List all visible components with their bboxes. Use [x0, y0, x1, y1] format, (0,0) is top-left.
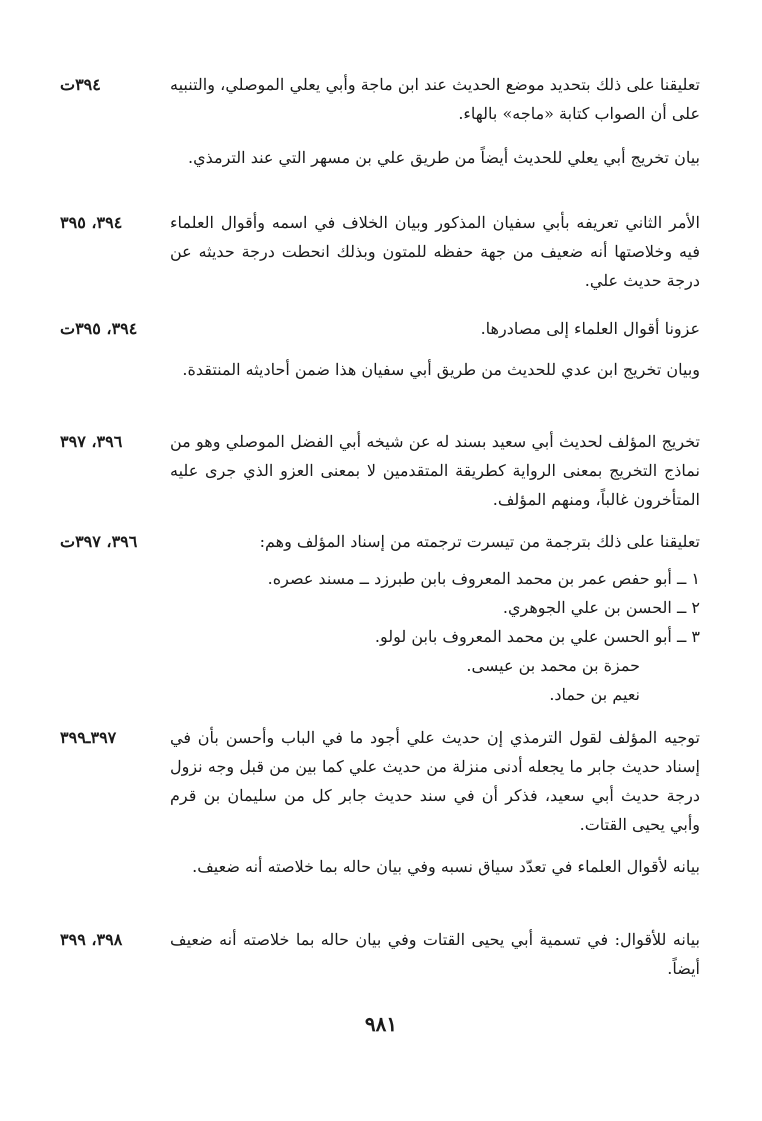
- entry-text: بيانه للأقوال: في تسمية أبي يحيى القتات وفي بيان حاله بما خلاصته أنه ضعيف أيضاً.: [170, 930, 700, 978]
- page-reference: ٣٩٨، ٣٩٩: [60, 930, 123, 949]
- page-number: ٩٨١: [364, 1012, 398, 1036]
- entry-text: بيان تخريج أبي يعلي للحديث أيضاً من طريق علي بن مسهر التي عند الترمذي.: [188, 148, 700, 167]
- entry-text: الأمر الثاني تعريفه بأبي سفيان المذكور وبيان الخلاف في اسمه وأقوال العلماء فيه وخلاصتها أنه ضعيف من جهة حفظه للمتون وبذلك انحطت درجة حديثه عن درجة حديث علي.: [170, 213, 700, 290]
- list-item: ٢ ــ الحسن بن علي الجوهري.: [502, 598, 700, 617]
- entry-text: تعليقنا على ذلك بتحديد موضع الحديث عند ابن ماجة وأبي يعلي الموصلي، والتنبيه على أن الصواب كتابة «ماجه» بالهاء.: [170, 75, 700, 123]
- list-item: ١ ــ أبو حفص عمر بن محمد المعروف بابن طبرزد ــ مسند عصره.: [267, 569, 700, 588]
- entry-text: تخريج المؤلف لحديث أبي سعيد بسند له عن شيخه أبي الفضل الموصلي وهو من نماذج التخريج بمعنى الرواية كطريقة المتقدمين لا بمعنى العزو الذي جرى عليه المتأخرون غالباً، ومنهم المؤلف.: [170, 432, 700, 509]
- list-item: نعيم بن حماد.: [549, 685, 640, 704]
- page-reference: ٣٩٤، ٣٩٥ت: [60, 319, 138, 338]
- list-item: ٣ ــ أبو الحسن علي بن محمد المعروف بابن لولو.: [374, 627, 700, 646]
- entry-text: وبيان تخريج ابن عدي للحديث من طريق أبي سفيان هذا ضمن أحاديثه المنتقدة.: [182, 360, 700, 379]
- page-reference: ٣٩٦، ٣٩٧: [60, 432, 123, 451]
- chain-list: [60, 564, 700, 714]
- entry-text: بيانه لأقوال العلماء في تعدّد سياق نسبه وفي بيان حاله بما خلاصته أنه ضعيف.: [192, 857, 700, 876]
- page-reference: ٣٩٤، ٣٩٥: [60, 213, 123, 232]
- page-reference: ٣٩٧ـ٣٩٩: [60, 728, 117, 747]
- entry-text: تعليقنا على ذلك بترجمة من تيسرت ترجمته من إسناد المؤلف وهم:: [259, 532, 700, 551]
- entry-text: توجيه المؤلف لقول الترمذي إن حديث علي أجود ما في الباب وأحسن بأن في إسناد حديث جابر ما يجعله أدنى منزلة من حديث علي كما بين من قبل وجه نزول درجة حديث أبي سعيد، فذكر أن في سند حديث جابر كل من سليمان بن قرم وأبي يحيى القتات.: [170, 728, 700, 834]
- page-reference: ٣٩٤ت: [60, 75, 101, 94]
- entry-text: عزونا أقوال العلماء إلى مصادرها.: [480, 319, 700, 338]
- page-reference: ٣٩٦، ٣٩٧ت: [60, 532, 138, 551]
- list-item: حمزة بن محمد بن عيسى.: [466, 656, 640, 675]
